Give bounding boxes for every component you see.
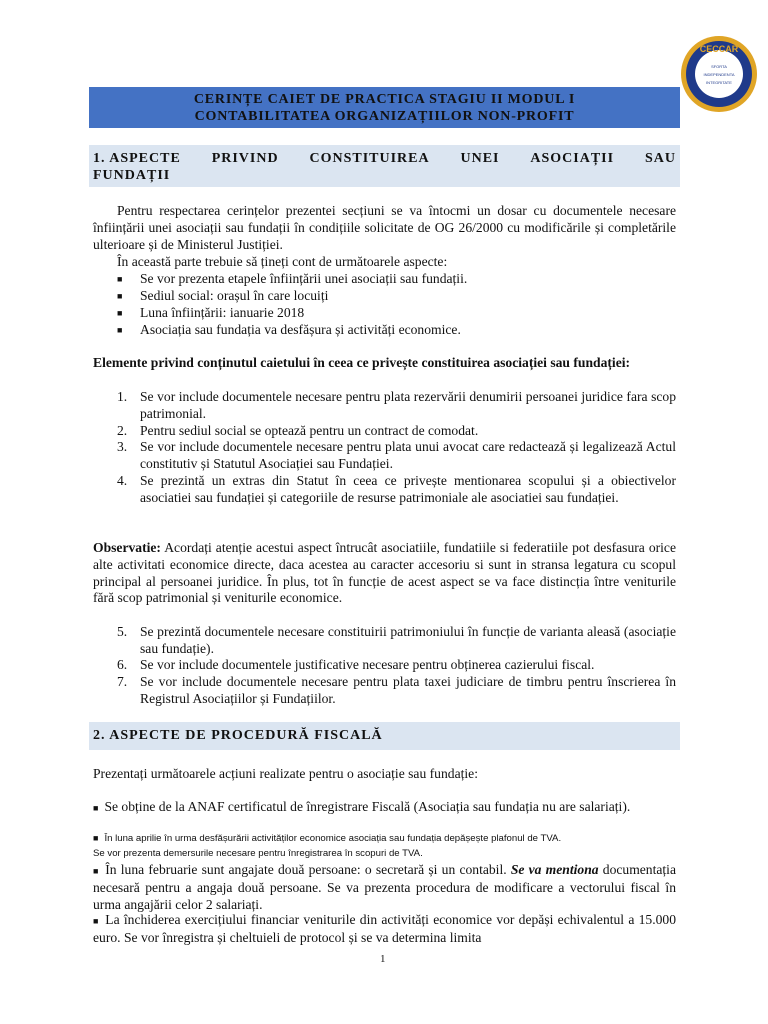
observatie-text: Acordați atenție acestui aspect întrucât asociatiile, fundatiile si federatiile pot desfasura orice alte activitati economice directe, daca acestea au caracter accesoriu si sunt in stransa legatura cu scopul principal al persoanei juridice. În plus, tot în funcție de acest aspect se va face distincția între veniturile fără scop patrimonial și veniturile economice.: [93, 540, 676, 606]
title-line-2: CONTABILITATEA ORGANIZAȚIILOR NON-PROFIT: [194, 109, 575, 124]
page-number: 1: [380, 953, 386, 965]
heading-word: CONSTITUIREA: [309, 151, 430, 166]
section-2-lead: Prezentați următoarele acțiuni realizate pentru o asociație sau fundație:: [93, 766, 478, 781]
document-title: [89, 87, 680, 128]
list-item: ■ În luna februarie sunt angajate două persoane: o secretară și un contabil. Se va mentiona documentația necesară pentru a angaja două persoane. Se va prezenta procedura de modificare a vectorului fiscal în urma angajării celor 2 salariați.: [93, 862, 676, 912]
ceccar-logo: [680, 35, 758, 113]
observatie-paragraph: [93, 540, 676, 607]
logo-top-text: CECCAR: [699, 44, 739, 54]
logo-inner-text-1: SFORTA: [711, 64, 727, 69]
title-line-1: CERINȚE CAIET DE PRACTICA STAGIU II MODUL I: [193, 92, 576, 107]
heading-word: SAU: [644, 151, 676, 166]
heading-word: ASOCIAȚII: [530, 151, 615, 166]
list-item: 1. Se vor include documentele necesare pentru plata rezervării denumirii persoanei juridice fara scop patrimonial.: [117, 389, 676, 421]
heading-line-2: FUNDAȚII: [93, 168, 171, 183]
emphasis-text: Se va mentiona: [510, 862, 599, 877]
list-item: 4. Se prezintă un extras din Statut în ceea ce privește mentionarea scopului și a obiectivelor asociatiei sau fundației și categoriile de resurse patrimoniale ale asociatiei sau fundației.: [117, 473, 676, 505]
observatie-label: Observatie:: [93, 540, 161, 555]
intro-paragraph: Pentru respectarea cerințelor prezentei secțiuni se va întocmi un dosar cu documentele necesare înființării unei asociații sau fundații în condițiile solicitate de OG 26/2000 cu modificările și completările ulterioare și de Ministerul Justiției.: [93, 203, 676, 252]
section-1-heading: [89, 145, 680, 187]
section-2-heading: 2. ASPECTE DE PROCEDURĂ FISCALĂ: [89, 722, 680, 750]
list-item: 7. Se vor include documentele necesare pentru plata taxei judiciare de timbru pentru înscrierea în Registrul Asociațiilor și Fundațiilor.: [117, 674, 676, 706]
heading-word: 1. ASPECTE: [93, 151, 181, 166]
elements-heading: Elemente privind conținutul caietului în ceea ce privește constituirea asociației sau fundației:: [93, 355, 631, 370]
list-item: 5. Se prezintă documentele necesare constituirii patrimoniului în funcție de varianta aleasă (asociație sau fundație).: [117, 624, 676, 656]
list-item: 2. Pentru sediul social se optează pentru un contract de comodat.: [117, 423, 479, 438]
list-item: 3. Se vor include documentele necesare pentru plata unui avocat care redactează și legalizează Actul constitutiv și Statutul Asociației sau Fundației.: [117, 439, 676, 471]
document-page: CECCAR SFORTA INDEPENDENTA INTEGRITATE CERINȚE CAIET DE PRACTICA STAGIU II MODUL I CONTABILITATEA ORGANIZAȚIILOR NON-PROFIT 1. ASPECTE PRIVIND CONSTITUIREA UNEI ASOCIAȚII SAU FUNDAȚII Pentru respectarea cerințelor prezentei secțiuni se va întocmi un dosar cu documentele necesare înființării unei asociații sau fundații în condițiile solicitate de OG 26/2000 cu modificările și completările ulterioare și de Ministerul Justiției. În această parte trebuie să țineți cont de următoarele aspecte: ■ Se vor prezenta etapele înființării unei asociații sau fundații. ■ Sediul social: orașul în care locuiți ■ Luna înființării: ianuarie 2018 ■ Asociația sau fundația va desfășura și activități economice. Elemente privind conținutul caietului în ceea ce privește constituirea asociației sau fundației: 1. Se vor include documentele necesare pentru plata rezervării denumirii persoanei juridice fara scop patrimonial. 2. Pentru sediul social se optează pentru un contract de comodat. 3. Se vor include documentele necesare pentru plata unui avocat care redactează și legalizează Actul constitutiv și Statutul Asociației sau Fundației. 4. Se prezintă un extras din Statut în ceea ce privește mentionarea scopului și a obiectivelor asociatiei sau fundației și categoriile de resurse patrimoniale ale asociatiei sau fundației. Observatie: Acordați atenție acestui aspect întrucât asociatiile, fundatiile si federatiile pot desfasura orice alte activitati economice directe, daca acestea au caracter accesoriu si sunt in stransa legatura cu scopul principal al persoanei juridice. În plus, tot în funcție de acest aspect se va face distincția între veniturile fără scop patrimonial și veniturile economice. 5. Se prezintă documentele necesare constituirii patrimoniului în funcție de varianta aleasă (asociație sau fundație). 6. Se vor include documentele justificative necesare pentru obținerea cazierului fiscal. 7. Se vor include documentele necesare pentru plata taxei judiciare de timbru pentru înscrierea în Registrul Asociațiilor și Fundațiilor. 2. ASPECTE DE PROCEDURĂ FISCALĂ Prezentați următoarele acțiuni realizate pentru o asociație sau fundație: ■ Se obține de la ANAF certificatul de înregistrare Fiscală (Asociația sau fundația nu are salariați). ■ În luna aprilie în urma desfășurării activităților economice asociația sau fundația depășește plafonul de TVA. Se vor prezenta demersurile necesare pentru înregistrarea în scopuri de TVA. ■ În luna februarie sunt angajate două persoane: o secretară și un contabil. Se va mentiona documentația necesară pentru a angaja două persoane. Se va prezenta procedura de modificare a vectorului fiscal în urma angajării celor 2 salariați. ■ La închiderea exercițiului financiar veniturile din activități economice vor depăși echivalentul a 15.000 euro. Se vor înregistra și cheltuieli de protocol și se va determina limita 1: [0, 0, 768, 1024]
heading-word: PRIVIND: [211, 151, 279, 166]
logo-inner-text-3: INTEGRITATE: [706, 80, 732, 85]
aspects-lead: În această parte trebuie să țineți cont de următoarele aspecte:: [117, 254, 448, 269]
logo-inner-text-2: INDEPENDENTA: [703, 72, 735, 77]
list-item: ■ La închiderea exercițiului financiar veniturile din activități economice vor depăși echivalentul a 15.000 euro. Se vor înregistra și cheltuieli de protocol și se va determina limita: [93, 912, 676, 945]
list-item: ■ În luna aprilie în urma desfășurării activităților economice asociația sau fundația depășește plafonul de TVA. Se vor prezenta demersurile necesare pentru înregistrarea în scopuri de TVA.: [93, 833, 562, 859]
heading-word: UNEI: [460, 151, 500, 166]
list-item: 6. Se vor include documentele justificative necesare pentru obținerea cazierului fiscal.: [117, 657, 595, 672]
list-item: ■ Se obține de la ANAF certificatul de înregistrare Fiscală (Asociația sau fundația nu are salariați).: [93, 799, 631, 814]
